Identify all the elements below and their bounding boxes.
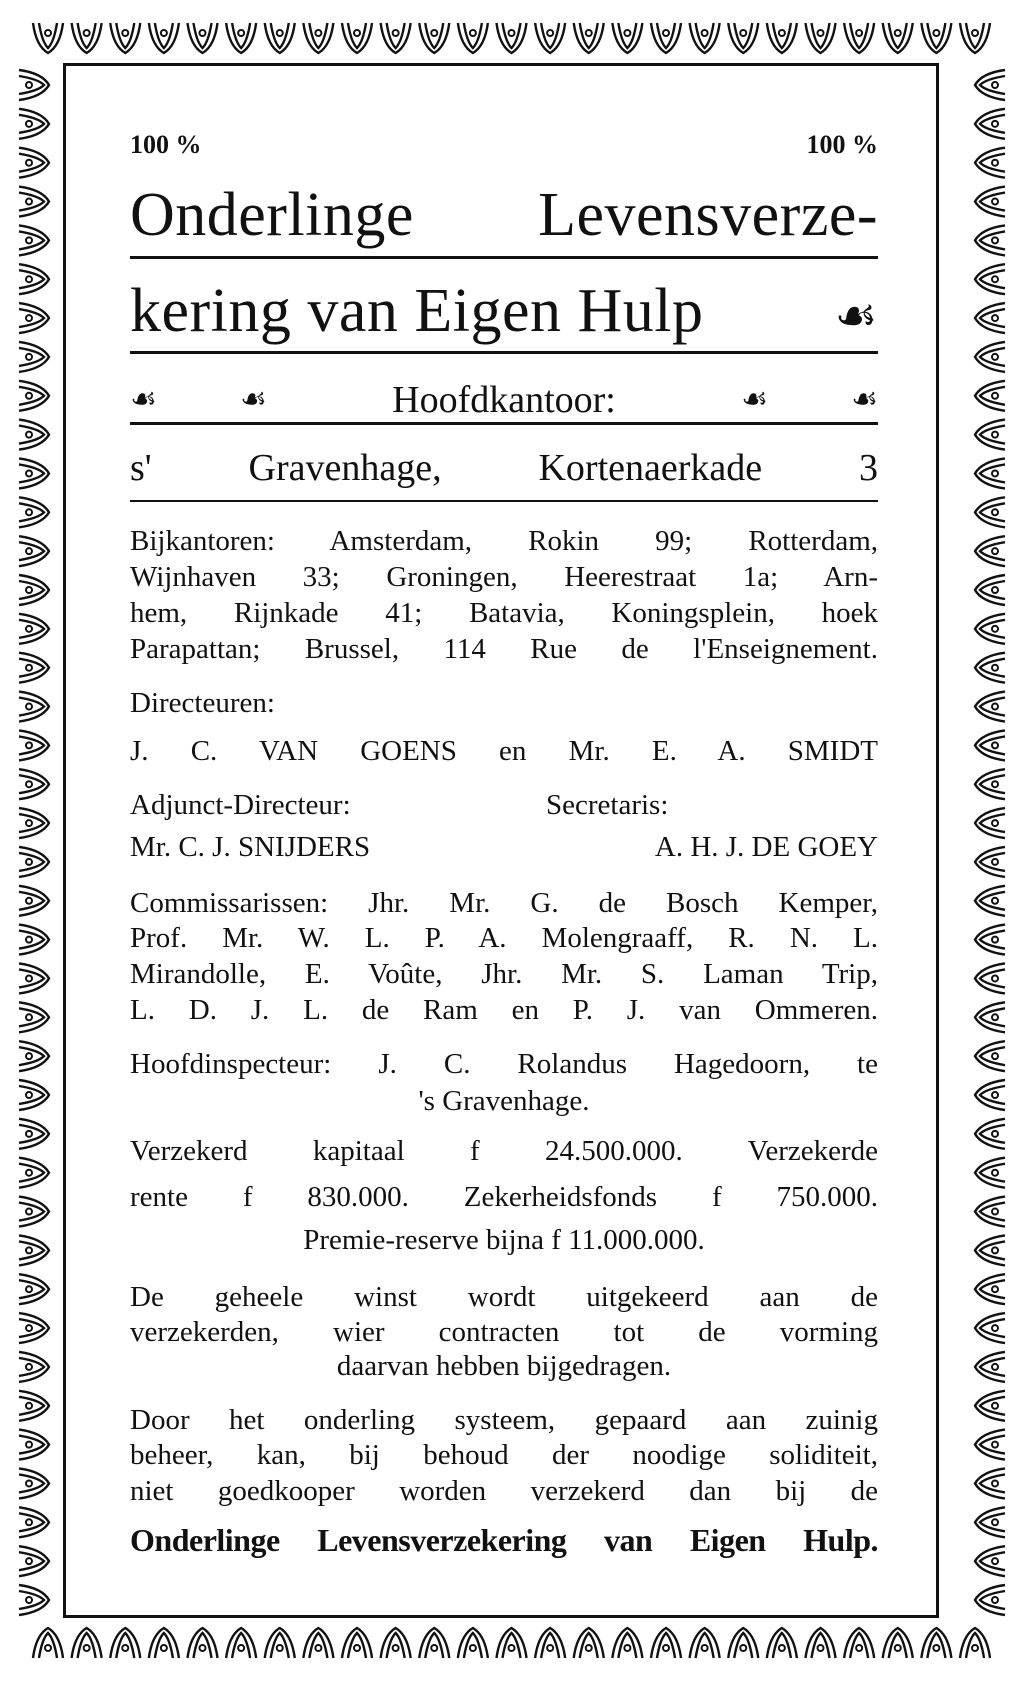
leaf-ornament bbox=[960, 1628, 990, 1658]
leaf-ornament bbox=[149, 1628, 179, 1658]
percent-right: 100 % bbox=[806, 130, 878, 159]
commissioners-line: Commissarissen: Jhr. Mr. G. de Bosch Kemper, bbox=[130, 887, 878, 919]
divider bbox=[130, 500, 878, 502]
fleuron-icon: ☙ bbox=[130, 383, 157, 416]
leaf-ornament bbox=[975, 963, 1005, 993]
leaf-ornament bbox=[110, 1628, 140, 1658]
leaf-ornament bbox=[975, 925, 1005, 955]
leaf-ornament bbox=[303, 23, 333, 53]
closing-line: Door het onderling systeem, gepaard aan zuinig bbox=[130, 1404, 878, 1436]
branches-line: hem, Rijnkade 41; Batavia, Koningsplein, hoek bbox=[130, 597, 878, 629]
fleuron-icon: ☙ bbox=[741, 383, 768, 416]
finance-line: Verzekerd kapitaal f 24.500.000. Verzekerde bbox=[130, 1135, 878, 1167]
leaf-ornament bbox=[19, 1430, 49, 1460]
leaf-ornament bbox=[19, 1080, 49, 1110]
fleuron-icon: ☙ bbox=[834, 290, 878, 343]
leaf-ornament bbox=[19, 808, 49, 838]
profit-line: verzekerden, wier contracten tot de vorming bbox=[130, 1316, 878, 1348]
leaf-ornament bbox=[419, 1628, 449, 1658]
leaf-ornament bbox=[883, 23, 913, 53]
leaf-ornament bbox=[19, 692, 49, 722]
leaf-ornament bbox=[19, 303, 49, 333]
leaf-ornament bbox=[19, 497, 49, 527]
leaf-ornament bbox=[975, 1430, 1005, 1460]
leaf-ornament bbox=[975, 109, 1005, 139]
leaf-ornament bbox=[19, 1119, 49, 1149]
leaf-ornament bbox=[844, 23, 874, 53]
leaf-ornament bbox=[110, 23, 140, 53]
leaf-ornament bbox=[728, 1628, 758, 1658]
leaf-ornament bbox=[458, 23, 488, 53]
leaf-ornament bbox=[19, 730, 49, 760]
leaf-ornament bbox=[612, 1628, 642, 1658]
leaf-ornament bbox=[651, 23, 681, 53]
leaf-ornament bbox=[975, 1119, 1005, 1149]
head-office-address: s' Gravenhage, Kortenaerkade 3 bbox=[130, 447, 878, 489]
leaf-ornament bbox=[975, 730, 1005, 760]
leaf-ornament bbox=[535, 23, 565, 53]
leaf-ornament bbox=[19, 1585, 49, 1615]
leaf-ornament bbox=[975, 536, 1005, 566]
leaf-ornament bbox=[975, 420, 1005, 450]
leaf-ornament bbox=[975, 1041, 1005, 1071]
leaf-ornament bbox=[975, 1235, 1005, 1265]
leaf-ornament bbox=[690, 1628, 720, 1658]
leaf-ornament bbox=[975, 264, 1005, 294]
title-line-1: Onderlinge Levensverze- bbox=[130, 181, 878, 249]
leaf-ornament bbox=[19, 925, 49, 955]
inspector-line: Hoofdinspecteur: J. C. Rolandus Hagedoorn, te bbox=[130, 1048, 878, 1080]
leaf-ornament bbox=[612, 23, 642, 53]
leaf-ornament bbox=[975, 575, 1005, 605]
leaf-ornament bbox=[975, 70, 1005, 100]
finance-line: rente f 830.000. Zekerheidsfonds f 750.000. bbox=[130, 1181, 878, 1213]
branches-line: Wijnhaven 33; Groningen, Heerestraat 1a; Arn- bbox=[130, 561, 878, 593]
secretary-label: Secretaris: bbox=[546, 789, 669, 821]
leaf-ornament bbox=[975, 187, 1005, 217]
closing-line: beheer, kan, bij behoud der noodige soliditeit, bbox=[130, 1439, 878, 1471]
leaf-ornament bbox=[19, 264, 49, 294]
leaf-ornament bbox=[19, 225, 49, 255]
leaf-ornament bbox=[19, 536, 49, 566]
adjunct-name: Mr. C. J. SNIJDERS bbox=[130, 831, 371, 863]
title-line-2 bbox=[130, 276, 878, 346]
leaf-ornament bbox=[728, 23, 758, 53]
leaf-ornament bbox=[303, 1628, 333, 1658]
leaf-ornament bbox=[226, 23, 256, 53]
divider bbox=[130, 422, 878, 425]
leaf-ornament bbox=[419, 23, 449, 53]
leaf-ornament bbox=[19, 458, 49, 488]
leaf-ornament bbox=[226, 1628, 256, 1658]
fleuron-icon: ☙ bbox=[240, 383, 267, 416]
leaf-ornament bbox=[19, 1391, 49, 1421]
branches-line: Bijkantoren: Amsterdam, Rokin 99; Rotterdam, bbox=[130, 525, 878, 557]
leaf-ornament bbox=[19, 653, 49, 683]
leaf-ornament bbox=[975, 1080, 1005, 1110]
leaf-ornament bbox=[535, 1628, 565, 1658]
leaf-ornament bbox=[19, 614, 49, 644]
leaf-ornament bbox=[806, 1628, 836, 1658]
leaf-ornament bbox=[19, 963, 49, 993]
inspector-line: 's Gravenhage. bbox=[418, 1085, 590, 1117]
commissioners-line: L. D. J. L. de Ram en P. J. van Ommeren. bbox=[130, 994, 878, 1026]
leaf-ornament bbox=[458, 1628, 488, 1658]
finance-line: Premie-reserve bijna f 11.000.000. bbox=[303, 1224, 705, 1256]
leaf-ornament bbox=[574, 23, 604, 53]
leaf-ornament bbox=[19, 1468, 49, 1498]
leaf-ornament bbox=[975, 1468, 1005, 1498]
leaf-ornament bbox=[975, 225, 1005, 255]
leaf-ornament bbox=[19, 1235, 49, 1265]
leaf-ornament bbox=[342, 1628, 372, 1658]
leaf-ornament bbox=[806, 23, 836, 53]
leaf-ornament bbox=[188, 1628, 218, 1658]
leaf-ornament bbox=[188, 23, 218, 53]
leaf-ornament bbox=[381, 23, 411, 53]
leaf-ornament bbox=[19, 1507, 49, 1537]
leaf-ornament bbox=[19, 1041, 49, 1071]
leaf-ornament bbox=[975, 886, 1005, 916]
commissioners-line: Mirandolle, E. Voûte, Jhr. Mr. S. Laman Trip, bbox=[130, 958, 878, 990]
leaf-ornament bbox=[975, 1313, 1005, 1343]
leaf-ornament bbox=[975, 614, 1005, 644]
leaf-ornament bbox=[497, 1628, 527, 1658]
branches-line: Parapattan; Brussel, 114 Rue de l'Enseignement. bbox=[130, 633, 878, 665]
leaf-ornament bbox=[19, 1546, 49, 1576]
leaf-ornament bbox=[883, 1628, 913, 1658]
secretary-name: A. H. J. DE GOEY bbox=[654, 831, 878, 863]
leaf-ornament bbox=[19, 1313, 49, 1343]
leaf-ornament bbox=[265, 1628, 295, 1658]
title-line-2-text: kering van Eigen Hulp bbox=[130, 277, 704, 345]
leaf-ornament bbox=[975, 653, 1005, 683]
leaf-ornament bbox=[975, 497, 1005, 527]
leaf-ornament bbox=[19, 886, 49, 916]
leaf-ornament bbox=[19, 109, 49, 139]
leaf-ornament bbox=[19, 1197, 49, 1227]
leaf-ornament bbox=[72, 1628, 102, 1658]
divider bbox=[130, 256, 878, 259]
leaf-ornament bbox=[19, 1352, 49, 1382]
leaf-ornament bbox=[975, 148, 1005, 178]
leaf-ornament bbox=[19, 1274, 49, 1304]
leaf-ornament bbox=[19, 381, 49, 411]
leaf-ornament bbox=[19, 187, 49, 217]
leaf-ornament bbox=[975, 1507, 1005, 1537]
closing-company-name: Onderlinge Levensverzekering van Eigen Hulp. bbox=[130, 1522, 878, 1558]
leaf-ornament bbox=[19, 70, 49, 100]
leaf-ornament bbox=[975, 1197, 1005, 1227]
leaf-ornament bbox=[960, 23, 990, 53]
closing-line: niet goedkooper worden verzekerd dan bij de bbox=[130, 1475, 878, 1507]
leaf-ornament bbox=[19, 575, 49, 605]
percent-left: 100 % bbox=[130, 130, 202, 159]
leaf-ornament bbox=[975, 692, 1005, 722]
leaf-ornament bbox=[574, 1628, 604, 1658]
leaf-ornament bbox=[767, 1628, 797, 1658]
leaf-ornament bbox=[19, 1158, 49, 1188]
leaf-ornament bbox=[651, 1628, 681, 1658]
leaf-ornament bbox=[149, 23, 179, 53]
leaf-ornament bbox=[844, 1628, 874, 1658]
directors-names: J. C. VAN GOENS en Mr. E. A. SMIDT bbox=[130, 735, 878, 767]
leaf-ornament bbox=[975, 1391, 1005, 1421]
leaf-ornament bbox=[342, 23, 372, 53]
leaf-ornament bbox=[19, 769, 49, 799]
leaf-ornament bbox=[975, 808, 1005, 838]
leaf-ornament bbox=[72, 23, 102, 53]
directors-label: Directeuren: bbox=[130, 687, 275, 719]
leaf-ornament bbox=[690, 23, 720, 53]
leaf-ornament bbox=[921, 1628, 951, 1658]
leaf-ornament bbox=[975, 342, 1005, 372]
leaf-ornament bbox=[381, 1628, 411, 1658]
leaf-ornament bbox=[975, 1352, 1005, 1382]
leaf-ornament bbox=[265, 23, 295, 53]
leaf-ornament bbox=[921, 23, 951, 53]
leaf-ornament bbox=[975, 1158, 1005, 1188]
leaf-ornament bbox=[19, 420, 49, 450]
profit-line: daarvan hebben bijgedragen. bbox=[336, 1350, 672, 1382]
leaf-ornament bbox=[975, 1546, 1005, 1576]
leaf-ornament bbox=[975, 381, 1005, 411]
commissioners-line: Prof. Mr. W. L. P. A. Molengraaff, R. N. L. bbox=[130, 922, 878, 954]
leaf-ornament bbox=[497, 23, 527, 53]
leaf-ornament bbox=[975, 303, 1005, 333]
leaf-ornament bbox=[975, 769, 1005, 799]
leaf-ornament bbox=[975, 458, 1005, 488]
fleuron-icon: ☙ bbox=[851, 383, 878, 416]
leaf-ornament bbox=[19, 148, 49, 178]
adjunct-label: Adjunct-Directeur: bbox=[130, 789, 351, 821]
profit-line: De geheele winst wordt uitgekeerd aan de bbox=[130, 1281, 878, 1313]
divider bbox=[130, 351, 878, 354]
leaf-ornament bbox=[19, 847, 49, 877]
leaf-ornament bbox=[33, 1628, 63, 1658]
leaf-ornament bbox=[975, 847, 1005, 877]
leaf-ornament bbox=[33, 23, 63, 53]
leaf-ornament bbox=[19, 1002, 49, 1032]
leaf-ornament bbox=[975, 1585, 1005, 1615]
leaf-ornament bbox=[19, 342, 49, 372]
leaf-ornament bbox=[975, 1274, 1005, 1304]
head-office-label: Hoofdkantoor: bbox=[392, 379, 616, 421]
leaf-ornament bbox=[975, 1002, 1005, 1032]
leaf-ornament bbox=[767, 23, 797, 53]
